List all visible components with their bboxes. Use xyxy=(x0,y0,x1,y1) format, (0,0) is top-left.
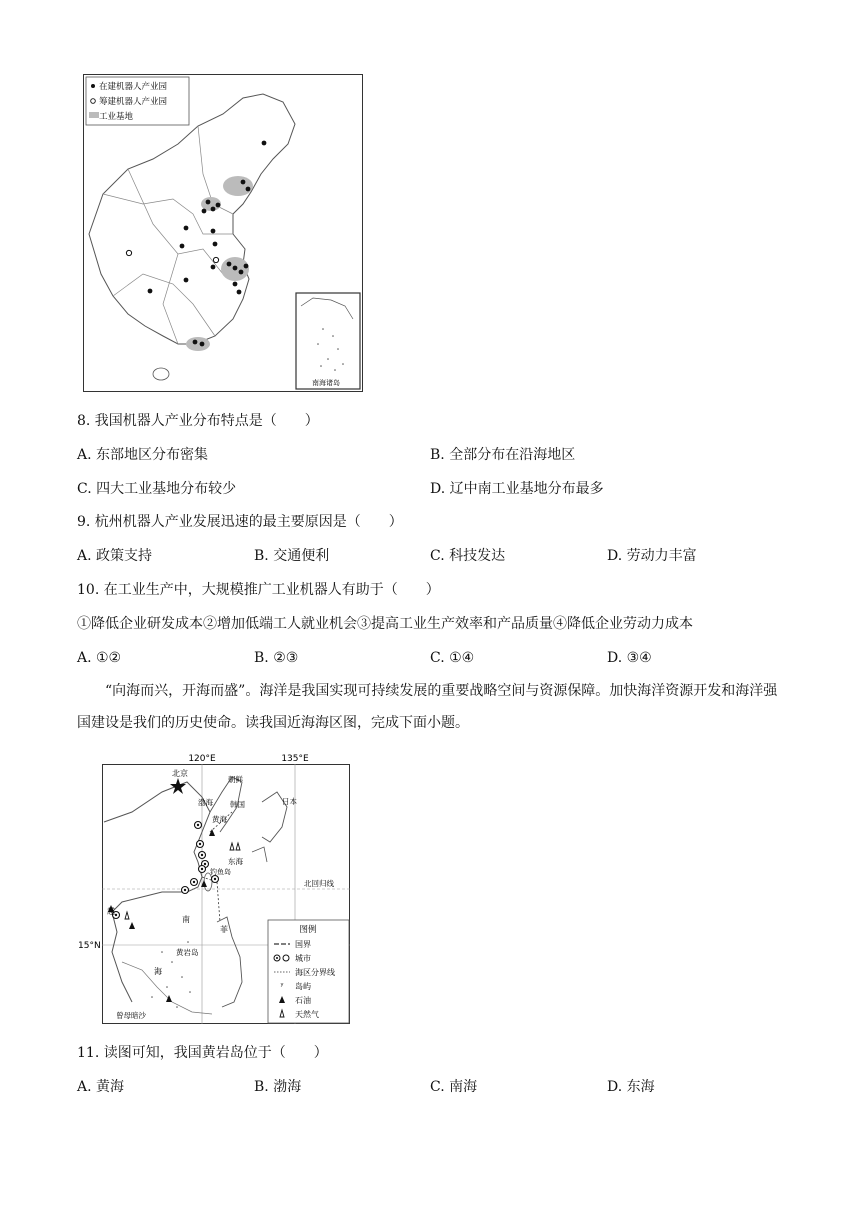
q9-stem: 9. 杭州机器人产业发展迅速的最主要原因是（ ） xyxy=(77,514,403,530)
q11-option-a[interactable]: A. 黄海 xyxy=(77,1079,125,1095)
label-beijing: 北京 xyxy=(172,769,188,778)
q11-stem: 11. 读图可知，我国黄岩岛位于（ ） xyxy=(77,1045,328,1061)
q9-option-c[interactable]: C. 科技发达 xyxy=(430,548,506,564)
label-bohai: 渤海 xyxy=(198,798,213,807)
q11-option-d[interactable]: D. 东海 xyxy=(607,1079,655,1095)
label-diaoyu: 钓鱼岛 xyxy=(210,868,231,876)
q10-option-d[interactable]: D. ③④ xyxy=(607,650,652,666)
q9-option-b[interactable]: B. 交通便利 xyxy=(254,548,330,564)
q8-option-c[interactable]: C. 四大工业基地分布较少 xyxy=(77,481,237,497)
legend-island: 岛屿 xyxy=(295,982,311,991)
inset-label: 南海诸岛 xyxy=(312,379,340,387)
robot-industry-map xyxy=(83,74,363,392)
label-sea: 海 xyxy=(154,967,162,976)
q10-option-b[interactable]: B. ②③ xyxy=(254,650,299,666)
label-korea-north: 朝鲜 xyxy=(228,775,243,784)
q8-stem: 8. 我国机器人产业分布特点是（ ） xyxy=(77,413,319,429)
label-korea-south: 韩国 xyxy=(230,800,245,809)
legend-sea-boundary: 海区分界线 xyxy=(295,968,335,977)
legend-oil: 石油 xyxy=(295,996,311,1005)
label-zengmu: 曾母暗沙 xyxy=(116,1011,146,1020)
q10-option-c[interactable]: C. ①④ xyxy=(430,650,475,666)
offshore-sea-map xyxy=(78,752,350,1024)
q10-stem: 10. 在工业生产中，大规模推广工业机器人有助于（ ） xyxy=(77,582,440,598)
label-yue: 越 xyxy=(107,907,115,916)
legend-gas: 天然气 xyxy=(295,1010,319,1019)
q9-option-d[interactable]: D. 劳动力丰富 xyxy=(607,548,697,564)
lon-120: 120°E xyxy=(188,754,216,764)
q11-option-c[interactable]: C. 南海 xyxy=(430,1079,478,1095)
q11-option-b[interactable]: B. 渤海 xyxy=(254,1079,302,1095)
legend-island-icon: ʸ xyxy=(280,981,284,990)
q9-option-a[interactable]: A. 政策支持 xyxy=(77,548,153,564)
label-east-sea: 东海 xyxy=(228,857,243,866)
legend-border: 国界 xyxy=(295,940,311,949)
label-japan: 日本 xyxy=(282,797,297,806)
legend-industrial-base: 工业基地 xyxy=(99,112,134,122)
q8-option-b[interactable]: B. 全部分布在沿海地区 xyxy=(430,447,576,463)
legend-planned: 筹建机器人产业园 xyxy=(99,97,168,107)
label-yellow-sea: 黄海 xyxy=(212,815,227,824)
label-huangyan: 黄岩岛 xyxy=(176,948,199,957)
q8-option-a[interactable]: A. 东部地区分布密集 xyxy=(77,447,209,463)
lon-135: 135°E xyxy=(281,754,309,764)
q8-option-d[interactable]: D. 辽中南工业基地分布最多 xyxy=(430,481,604,497)
lat-15: 15°N xyxy=(78,941,101,951)
q10-option-a[interactable]: A. ①② xyxy=(77,650,122,666)
label-south: 南 xyxy=(182,915,190,924)
legend-built: 在建机器人产业园 xyxy=(99,82,168,92)
legend-city: 城市 xyxy=(295,954,311,963)
label-philippines: 菲 xyxy=(220,925,228,934)
q10-statements: ①降低企业研发成本②增加低端工人就业机会③提高工业生产效率和产品质量④降低企业劳动力成本 xyxy=(77,616,693,632)
passage-text: “向海而兴，开海而盛”。海洋是我国实现可持续发展的重要战略空间与资源保障。加快海洋资源开发和海洋强国建设是我们的历史使命。读我国近海海区图，完成下面小题。 xyxy=(77,683,778,731)
legend-title: 图例 xyxy=(299,925,317,935)
label-tropic: 北回归线 xyxy=(304,879,334,888)
